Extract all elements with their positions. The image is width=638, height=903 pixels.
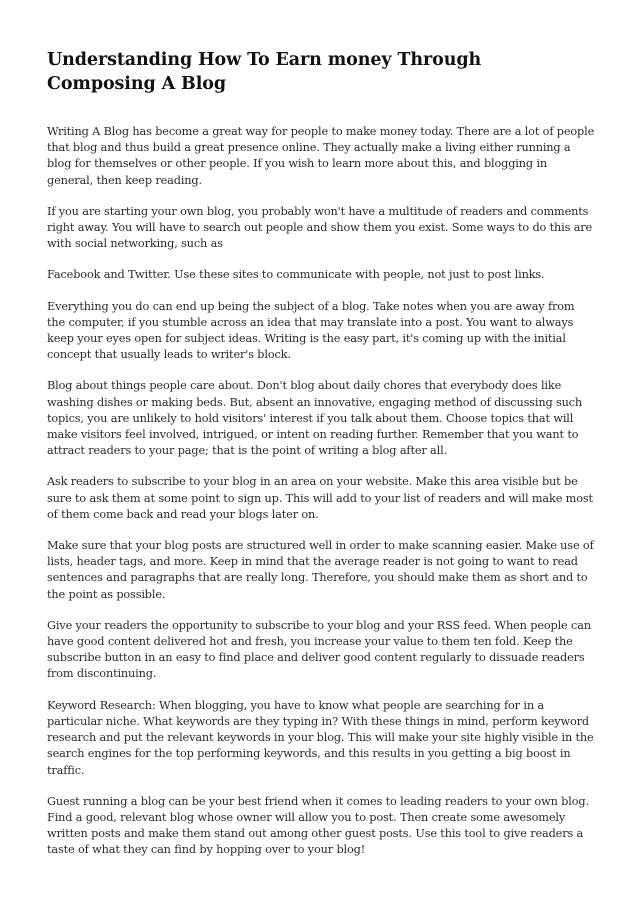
- paragraph-structure: Make sure that your blog posts are structured well in order to make scanning easier. Make use of lists, header tags, and more. Keep in mind that the average reader is not going to want to read sentences and paragraphs that are really long. Therefore, you should make them as short and to the point as possible.: [47, 539, 594, 601]
- paragraph-subscribe-area: Ask readers to subscribe to your blog in an area on your website. Make this area visible but be sure to ask them at some point to sign up. This will add to your list of readers and will make most of them come back and read your blogs later on.: [47, 475, 593, 521]
- document-page: [47, 48, 595, 874]
- paragraph-topics: Blog about things people care about. Don't blog about daily chores that everybody does like washing dishes or making beds. But, absent an innovative, engaging method of discussing such topics, you are unlikely to hold visitors' interest if you talk about them. Choose topics that will make visitors feel involved, intrigued, or intent on reading further. Remember that you want to attract readers to your page; that is the point of writing a blog after all.: [47, 379, 583, 458]
- paragraph-intro: Writing A Blog has become a great way for people to make money today. There are a lot of people that blog and thus build a great presence online. They actually make a living either running a blog for themselves or other people. If you wish to learn more about this, and blogging in general, then keep reading.: [47, 125, 595, 187]
- paragraph-rss-feed: Give your readers the opportunity to subscribe to your blog and your RSS feed. When people can have good content delivered hot and fresh, you increase your value to them ten fold. Keep the subscribe button in an easy to find place and deliver good content regularly to dissuade readers from discontinuing.: [47, 618, 591, 681]
- paragraph-guest-blogging: Guest running a blog can be your best friend when it comes to leading readers to your own blog. Find a good, relevant blog whose owner will allow you to post. Then create some awesomely written posts and make them stand out among other guest posts. Use this tool to give readers a taste of what they can find by hopping over to your blog!: [47, 794, 589, 857]
- document-title: Understanding How To Earn money Through Composing A Blog: [47, 50, 482, 94]
- paragraph-social-networks: Facebook and Twitter. Use these sites to communicate with people, not just to post links.: [47, 268, 545, 282]
- paragraph-starting-blog: If you are starting your own blog, you probably won't have a multitude of readers and comments right away. You will have to search out people and show them you exist. Some ways to do this are with social networking, such as: [47, 204, 593, 251]
- paragraph-subject-ideas: Everything you do can end up being the subject of a blog. Take notes when you are away from the computer, if you stumble across an idea that may translate into a post. You want to always keep your eyes open for subject ideas. Writing is the easy part, it's coming up with the initial concept that usually leads to writer's block.: [47, 299, 575, 362]
- paragraph-keyword-research: Keyword Research: When blogging, you have to know what people are searching for in a particular niche. What keywords are they typing in? With these things in mind, perform keyword research and put the relevant keywords in your blog. This will make your site highly visible in the search engines for the top performing keywords, and this results in you getting a big boost in traffic.: [47, 698, 594, 777]
